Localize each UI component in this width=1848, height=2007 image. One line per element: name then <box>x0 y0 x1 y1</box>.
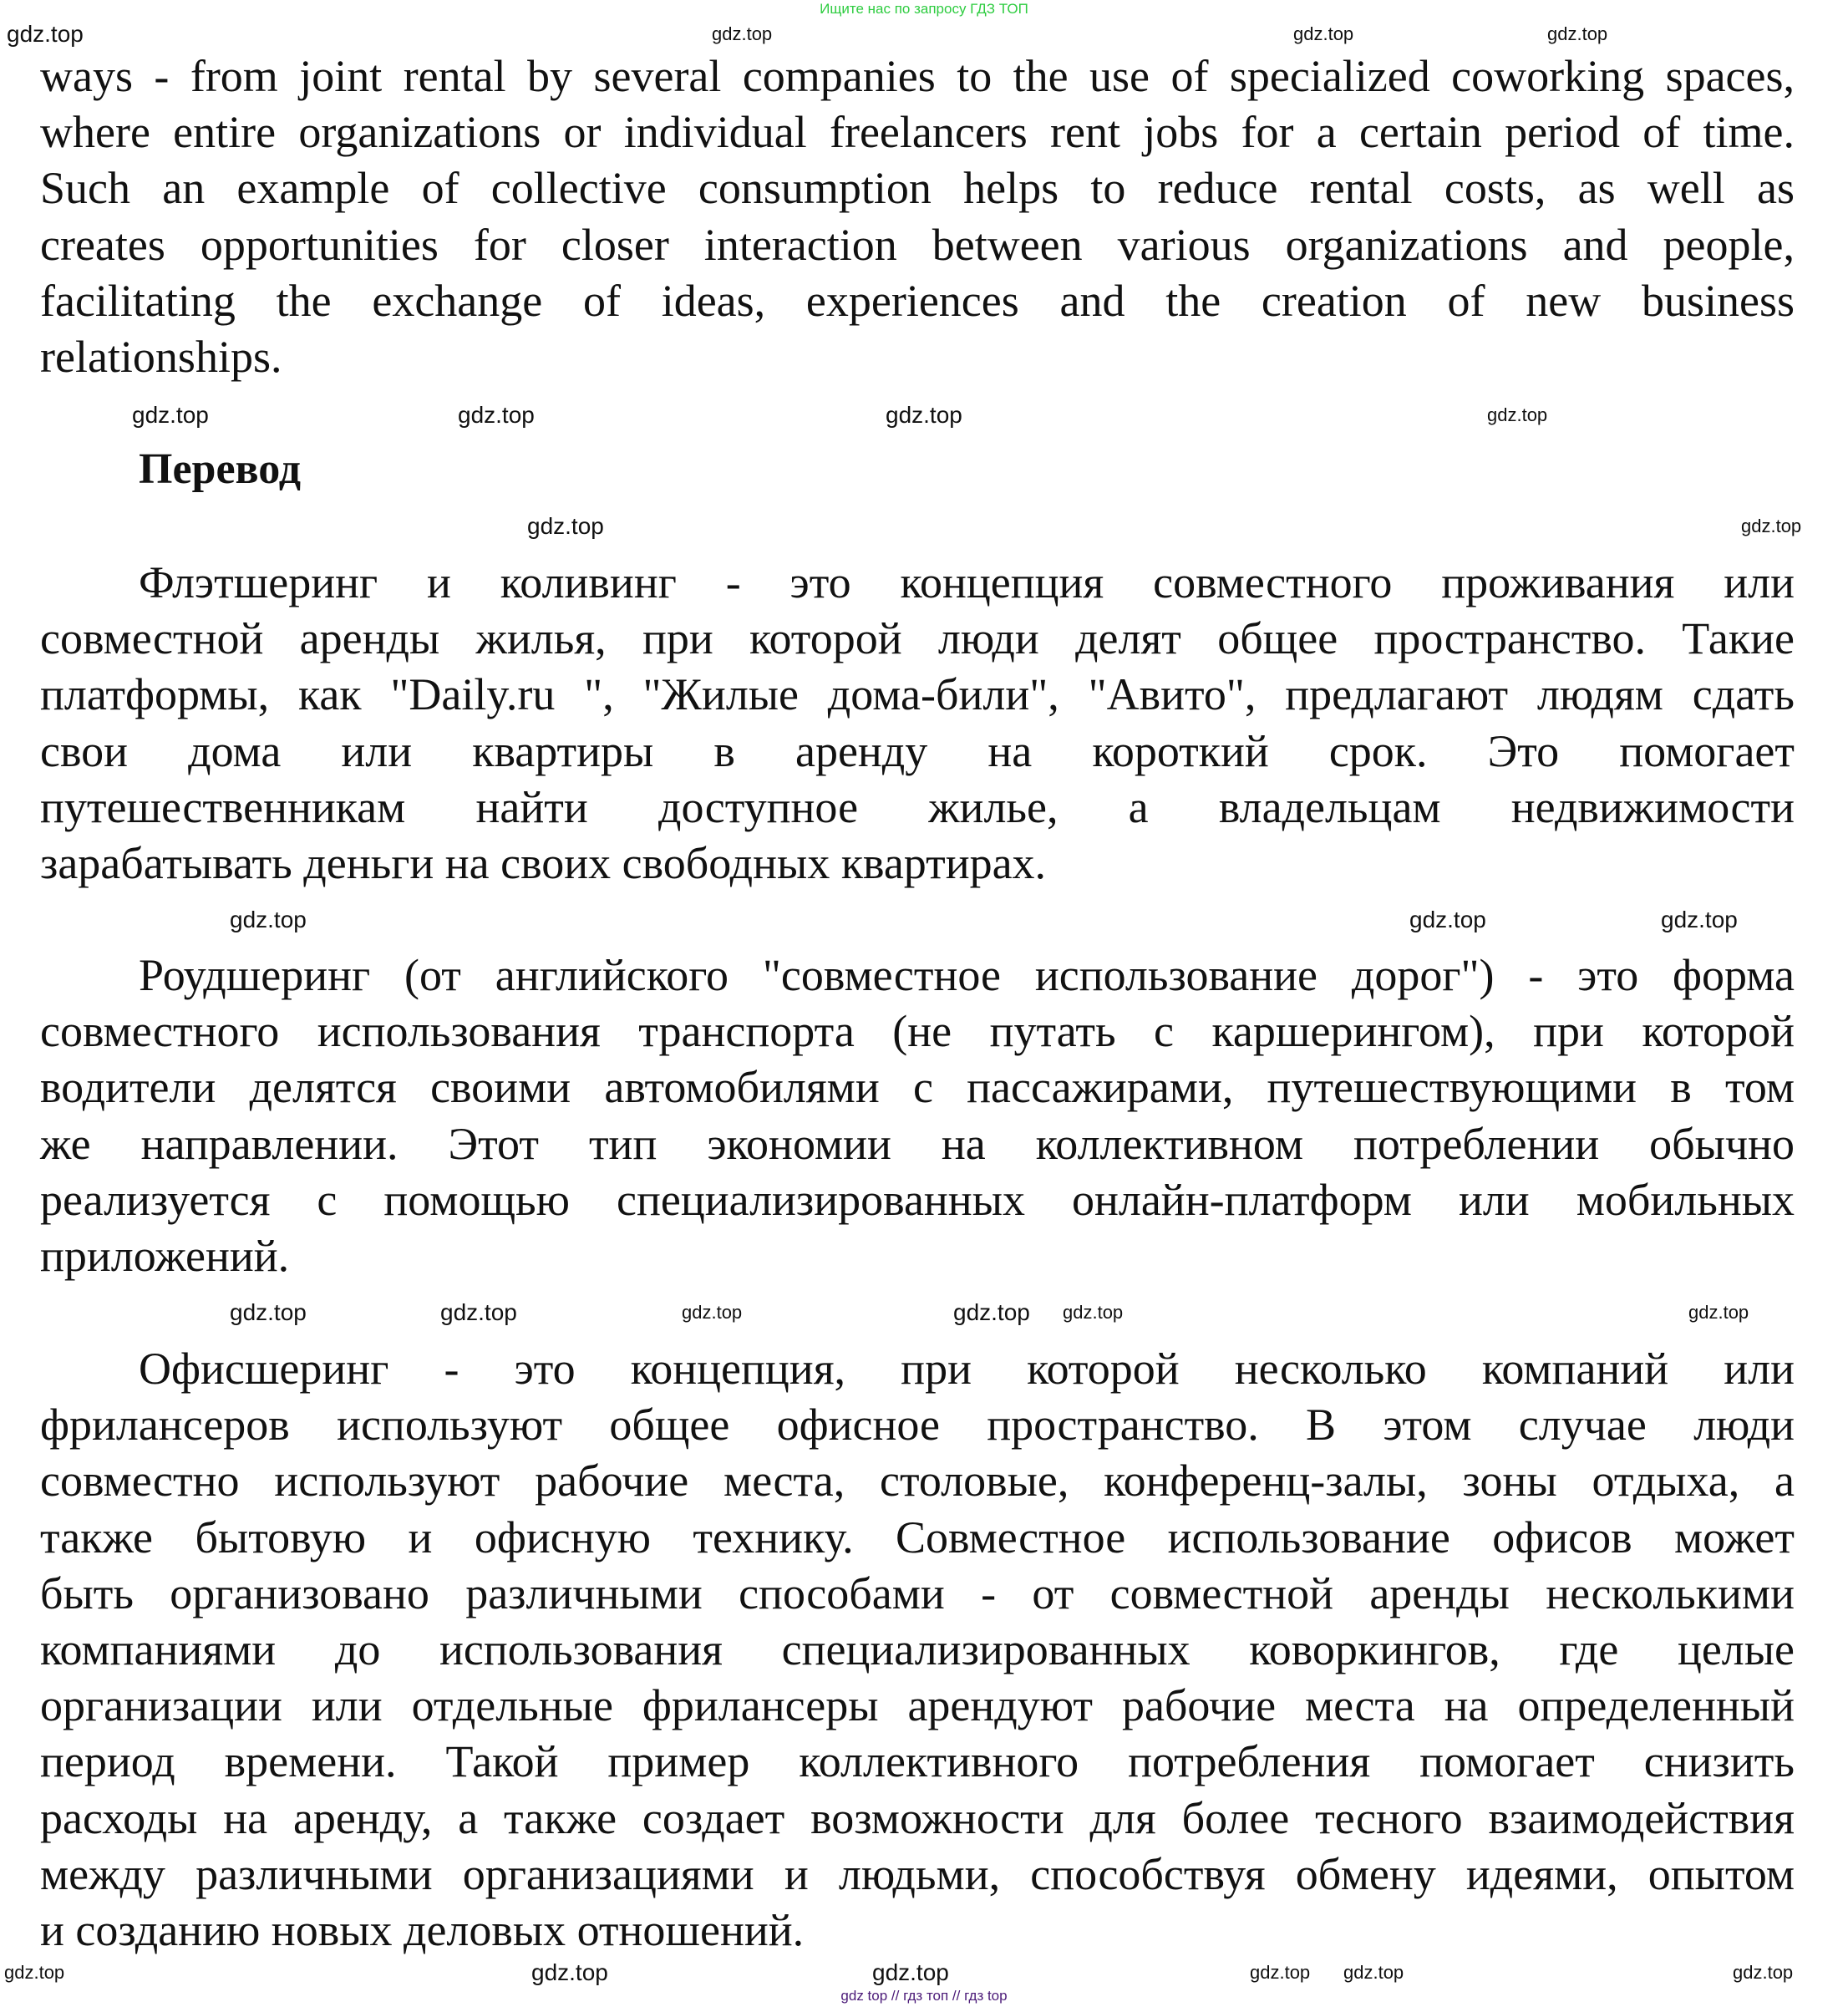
watermark: gdz.top <box>230 1299 307 1325</box>
watermark: gdz.top <box>527 513 604 539</box>
watermark: gdz.top <box>1409 907 1486 932</box>
text-line: путешественникам найти доступное жилье, а владельцам недвижимости <box>40 781 1795 832</box>
text-line: ways - from joint rental by several companies to the use of specialized coworking spaces, <box>40 51 1795 101</box>
watermark: gdz.top <box>531 1959 608 1985</box>
watermark: gdz.top <box>1063 1302 1124 1323</box>
text-line: creates opportunities for closer interaction between various organizations and people, <box>40 219 1795 270</box>
text-line: facilitating the exchange of ideas, experiences and the creation of new business <box>40 275 1795 326</box>
text-line: водители делятся своими автомобилями с пассажирами, путешествующими в том <box>40 1062 1795 1113</box>
text-line: совместной аренды жилья, при которой люди делят общее пространство. Такие <box>40 613 1795 664</box>
text-line: и созданию новых деловых отношений. <box>40 1904 805 1955</box>
text-line: совместно используют рабочие места, столовые, конференц-залы, зоны отдыха, а <box>40 1456 1795 1507</box>
watermark: gdz.top <box>230 907 307 932</box>
text-line: relationships. <box>40 331 282 382</box>
watermark: gdz.top <box>1487 404 1548 425</box>
translation-heading: Перевод <box>139 445 302 493</box>
text-line: организации или отдельные фрилансеры арендуют рабочие места на определенный <box>40 1680 1795 1731</box>
text-line: быть организовано различными способами - от совместной аренды несколькими <box>40 1567 1795 1618</box>
text-line: Роудшеринг (от английского "совместное использование дорог") - это форма <box>139 950 1795 1000</box>
text-line: платформы, как "Daily.ru ", "Жилые дома-били", "Авито", предлагают людям сдать <box>40 669 1795 720</box>
watermark: gdz.top <box>1733 1962 1794 1983</box>
footer-links[interactable]: gdz top // гдз топ // гдз top <box>840 1988 1008 2004</box>
watermark: gdz.top <box>953 1299 1030 1325</box>
watermark: gdz.top <box>1547 23 1608 44</box>
watermark: gdz.top <box>872 1959 949 1985</box>
search-banner[interactable]: Ищите нас по запросу ГДЗ ТОП <box>820 1 1028 17</box>
watermark: gdz.top <box>7 21 84 47</box>
text-line: фрилансеров используют общее офисное пространство. В этом случае люди <box>40 1400 1795 1451</box>
watermark: gdz.top <box>1661 907 1738 932</box>
watermark: gdz.top <box>440 1299 517 1325</box>
text-line: Флэтшеринг и коливинг - это концепция совместного проживания или <box>139 557 1795 607</box>
watermark: gdz.top <box>886 402 962 428</box>
watermark: gdz.top <box>4 1962 65 1983</box>
text-line: реализуется с помощью специализированных онлайн-платформ или мобильных <box>40 1174 1795 1225</box>
text-line: Such an example of collective consumption helps to reduce rental costs, as well as <box>40 163 1795 214</box>
text-line: также бытовую и офисную технику. Совместное использование офисов может <box>40 1512 1795 1562</box>
text-line: where entire organizations or individual freelancers rent jobs for a certain period of time. <box>40 107 1795 158</box>
text-line: приложений. <box>40 1230 290 1281</box>
text-line: компаниями до использования специализированных коворкингов, где целые <box>40 1623 1795 1674</box>
watermark: gdz.top <box>1293 23 1354 44</box>
watermark: gdz.top <box>1741 516 1802 536</box>
watermark: gdz.top <box>1250 1962 1311 1983</box>
watermark: gdz.top <box>712 23 773 44</box>
paragraph-officesharing <box>40 1341 1795 1959</box>
text-line: расходы на аренду, а также создает возможности для более тесного взаимодействия <box>40 1792 1795 1843</box>
watermark: gdz.top <box>1688 1302 1749 1323</box>
text-line: зарабатывать деньги на своих свободных квартирах. <box>40 837 1047 888</box>
text-line: же направлении. Этот тип экономии на коллективном потреблении обычно <box>40 1118 1795 1169</box>
watermark: gdz.top <box>132 402 209 428</box>
paragraph-english <box>40 48 1795 385</box>
watermark: gdz.top <box>458 402 535 428</box>
text-line: период времени. Такой пример коллективного потребления помогает снизить <box>40 1736 1795 1787</box>
paragraph-roadsharing <box>40 948 1795 1284</box>
paragraph-flatsharing <box>40 555 1795 892</box>
text-line: совместного использования транспорта (не путать с каршерингом), при которой <box>40 1006 1795 1057</box>
text-line: между различными организациями и людьми, способствуя обмену идеями, опытом <box>40 1848 1795 1899</box>
text-line: свои дома или квартиры в аренду на короткий срок. Это помогает <box>40 725 1795 776</box>
text-line: Офисшеринг - это концепция, при которой несколько компаний или <box>139 1344 1795 1394</box>
watermark: gdz.top <box>682 1302 743 1323</box>
watermark: gdz.top <box>1343 1962 1404 1983</box>
